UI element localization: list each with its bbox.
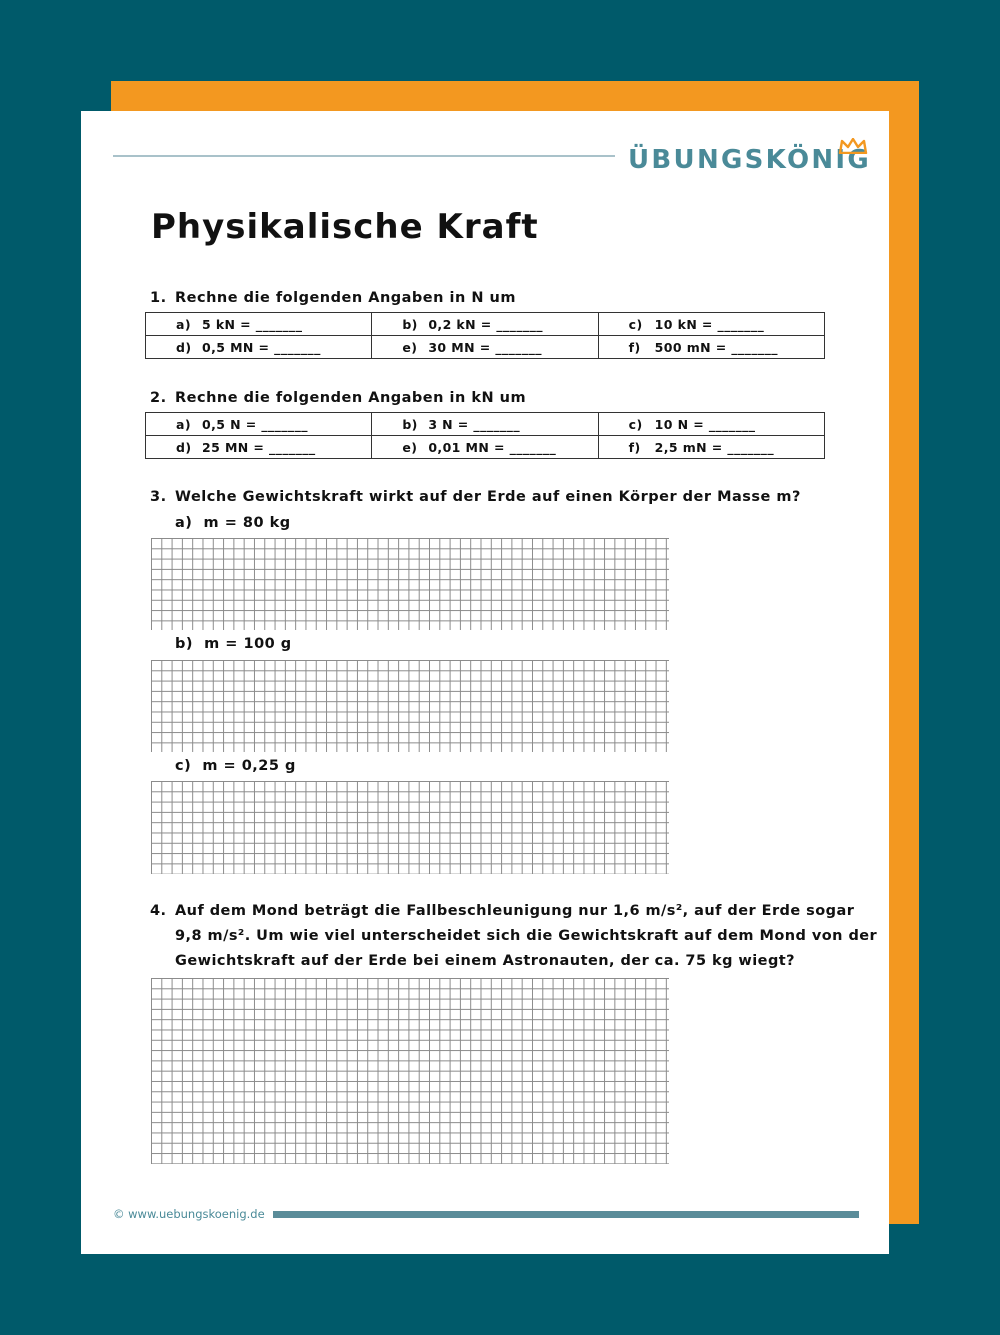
header-rule [113,155,615,157]
worksheet-page [81,111,889,1254]
task-2-item-a: a) 0,5 N = _______ [146,413,372,436]
task-1-item-d: d) 0,5 MN = _______ [146,336,372,359]
answer-grid-3a[interactable] [151,538,669,630]
task-4-number: 4. [150,903,167,919]
brand-logo: ÜBUNGSKÖNIG [628,145,872,175]
task-3-heading [150,485,801,510]
task-2-text: Rechne die folgenden Angaben in kN um [175,390,527,406]
task-1-item-b: b) 0,2 kN = _______ [372,313,598,336]
task-2-item-e: e) 0,01 MN = _______ [372,436,598,459]
table-row [146,313,825,336]
answer-grid-3c[interactable] [151,781,669,874]
task-2-table [145,412,825,459]
task-1-item-f: f) 500 mN = _______ [598,336,824,359]
task-2-heading [150,386,526,411]
task-1-heading [150,286,516,311]
task-2-item-c: c) 10 N = _______ [598,413,824,436]
task-1-item-e: e) 30 MN = _______ [372,336,598,359]
table-row [146,413,825,436]
task-4-text: 4. Auf dem Mond beträgt die Fallbeschleunigung nur 1,6 m/s², auf der Erde sogar 9,8 m/s². Um wie viel unterscheidet sich die Gewichtskraft auf dem Mond von der Gewichtskraft auf der Erde bei einem Astronauten, der ca. 75 kg wiegt? [150,899,840,974]
answer-grid-3b[interactable] [151,660,669,752]
task-1-number: 1. [150,290,167,306]
footer-copyright: © www.uebungskoenig.de [113,1207,265,1221]
table-row [146,336,825,359]
task-2-number: 2. [150,390,167,406]
task-3-number: 3. [150,489,167,505]
task-2-item-d: d) 25 MN = _______ [146,436,372,459]
task-1-text: Rechne die folgenden Angaben in N um [175,290,516,306]
crown-icon [838,138,868,154]
task-3-part-b: b) m = 100 g [175,636,292,652]
task-2-item-b: b) 3 N = _______ [372,413,598,436]
task-3-part-a: a) m = 80 kg [175,515,291,531]
answer-grid-4[interactable] [151,978,669,1164]
task-3-text: Welche Gewichtskraft wirkt auf der Erde auf einen Körper der Masse m? [175,489,801,505]
task-3-part-c: c) m = 0,25 g [175,758,296,774]
table-row [146,436,825,459]
footer-rule [273,1211,859,1218]
task-1-item-c: c) 10 kN = _______ [598,313,824,336]
task-2-item-f: f) 2,5 mN = _______ [598,436,824,459]
page-title: Physikalische Kraft [151,207,539,247]
task-1-item-a: a) 5 kN = _______ [146,313,372,336]
task-1-table [145,312,825,359]
